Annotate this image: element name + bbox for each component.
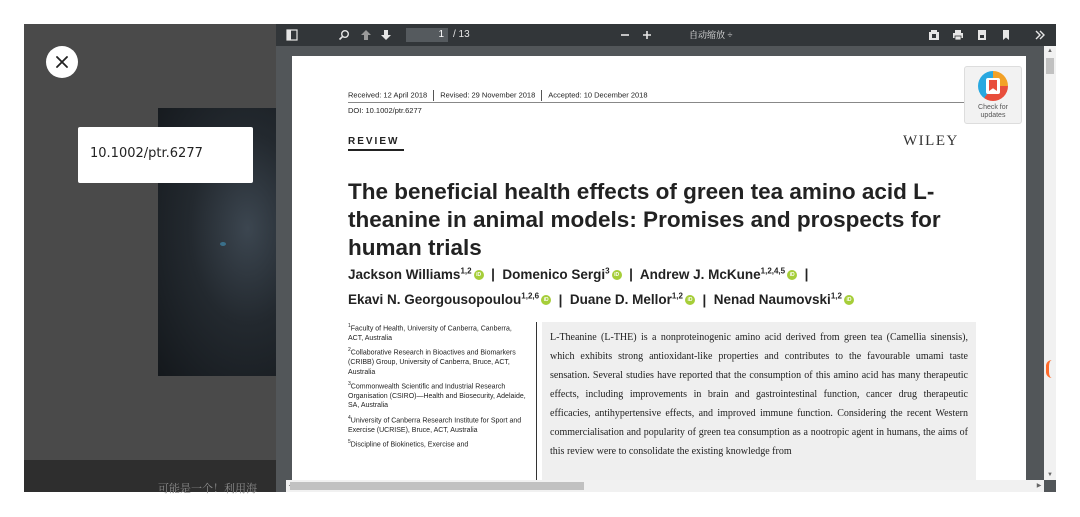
scroll-down-arrow-icon[interactable]: ▼ — [1047, 472, 1053, 478]
orcid-icon[interactable]: iD — [541, 295, 551, 305]
author[interactable]: Jackson Williams$^{1,2}$ iD — [348, 267, 484, 282]
close-button[interactable] — [46, 46, 78, 78]
pdf-page — [292, 56, 1026, 492]
affiliation: $^3$Commonwealth Scientific and Industrial Research Organisation (CSIRO)—Health and Biosecurity, Adelaide, SA, Australia — [348, 381, 526, 410]
horizontal-scrollbar[interactable] — [286, 480, 1044, 492]
page-number-input[interactable]: 1 — [406, 28, 448, 42]
section-label: REVIEW — [348, 136, 400, 147]
minus-icon — [619, 29, 631, 41]
cat-eye — [220, 242, 226, 246]
article-title: The beneficial health effects of green tea amino acid L-theanine in animal models: Promises and prospects for human trials — [348, 179, 941, 260]
find-button[interactable] — [336, 24, 352, 46]
scroll-right-arrow-icon[interactable]: ▶ — [1036, 483, 1042, 489]
bookmark-icon — [1000, 29, 1012, 41]
article-doi: DOI: 10.1002/ptr.6277 — [348, 106, 422, 115]
previous-page-button[interactable] — [358, 24, 374, 46]
section-rule — [348, 149, 404, 151]
arrow-up-icon — [360, 29, 372, 41]
crossmark-icon — [978, 71, 1008, 101]
sidebar-toggle-button[interactable] — [284, 24, 300, 46]
zoom-out-button[interactable] — [618, 24, 632, 46]
save-icon — [976, 29, 988, 41]
bookmark-button[interactable] — [998, 24, 1014, 46]
affiliation: $^2$Collaborative Research in Bioactives and Biomarkers (CRIBB) Group, University of Canberra, Bruce, ACT, Australia — [348, 347, 516, 376]
horizontal-scroll-thumb[interactable] — [290, 482, 584, 490]
printer-icon — [952, 29, 964, 41]
article-history — [348, 90, 648, 101]
zoom-select[interactable]: 自动缩放 ÷ — [689, 30, 733, 40]
affiliation: $^4$University of Canberra Research Institute for Sport and Exercise (UCRISE), Bruce, ACT, Australia — [348, 414, 522, 434]
overlay-bottom-text: 可能是一个！利用海 — [158, 482, 257, 495]
author[interactable]: Andrew J. McKune$^{1,2,4,5}$ iD — [640, 267, 797, 282]
header-rule — [348, 102, 970, 103]
double-chevron-right-icon — [1034, 29, 1046, 41]
close-icon — [56, 56, 68, 68]
scroll-up-arrow-icon[interactable]: ▲ — [1047, 48, 1053, 54]
publisher-logo: WILEY — [903, 133, 959, 149]
orcid-icon[interactable]: iD — [685, 295, 695, 305]
check-for-updates-badge[interactable] — [964, 66, 1022, 124]
vertical-scroll-thumb[interactable] — [1046, 58, 1054, 74]
download-button[interactable] — [974, 24, 990, 46]
print-button[interactable] — [950, 24, 966, 46]
author-list: Jackson Williams$^{1,2}$ iD | Domenico Sergi$^3$ iD | Andrew J. McKune$^{1,2,4,5}$ iD | Ekavi N. Georgousopoulou$^{1,2,6}$ iD | Duane D. Mellor$^{1,2}$ iD | Nenad Naumovski$^{1,2}$ iD — [348, 260, 988, 311]
side-tab-marker[interactable] — [1046, 360, 1054, 378]
received-date: Received: 12 April 2018 — [348, 90, 428, 100]
doi-text: 10.1002/ptr.6277 — [90, 146, 203, 161]
orcid-icon[interactable]: iD — [787, 270, 797, 280]
orcid-icon[interactable]: iD — [612, 270, 622, 280]
pdf-viewer — [276, 24, 1056, 492]
next-page-button[interactable] — [378, 24, 394, 46]
sidebar-icon — [286, 29, 298, 41]
zoom-in-button[interactable] — [640, 24, 654, 46]
author[interactable]: Duane D. Mellor$^{1,2}$ iD — [570, 292, 695, 307]
abstract: L-Theanine (L-THE) is a nonproteinogenic amino acid derived from green tea (Camellia sinensis), which exhibits strong antioxidant-like properties and contributes to the favourable umami taste sensation. Several studies have reported that the consumption of this amino acid has many therapeutic effects, including improvements in brain and gastrointestinal function, cancer drug therapeutic efficacies, antihypertensive effects, and improved immune function. Considering the recent Western commercialisation and popularity of green tea consumption as a nootropic agent in humans, the aims of this review were to consolidate the existing knowledge from — [542, 322, 976, 492]
revised-date: Revised: 29 November 2018 — [440, 90, 536, 100]
tools-menu-button[interactable] — [1032, 24, 1048, 46]
presentation-icon — [928, 29, 940, 41]
orcid-icon[interactable]: iD — [474, 270, 484, 280]
arrow-down-icon — [380, 29, 392, 41]
vertical-scrollbar[interactable] — [1044, 46, 1056, 480]
orcid-icon[interactable]: iD — [844, 295, 854, 305]
author[interactable]: Domenico Sergi$^3$ iD — [502, 267, 621, 282]
doi-card — [78, 127, 253, 183]
pdf-toolbar — [276, 24, 1056, 46]
affiliations — [348, 322, 526, 453]
presentation-mode-button[interactable] — [926, 24, 942, 46]
accepted-date: Accepted: 10 December 2018 — [548, 90, 648, 100]
affiliation: $^5$Discipline of Biokinetics, Exercise and — [348, 439, 469, 449]
page-total: / 13 — [453, 29, 470, 40]
column-divider — [536, 322, 537, 492]
affiliation: $^1$Faculty of Health, University of Canberra, Canberra, ACT, Australia — [348, 323, 512, 342]
author[interactable]: Nenad Naumovski$^{1,2}$ iD — [714, 292, 854, 307]
search-icon — [338, 29, 350, 41]
author[interactable]: Ekavi N. Georgousopoulou$^{1,2,6}$ iD — [348, 292, 551, 307]
check-updates-label: Check for updates — [978, 104, 1008, 119]
plus-icon — [641, 29, 653, 41]
